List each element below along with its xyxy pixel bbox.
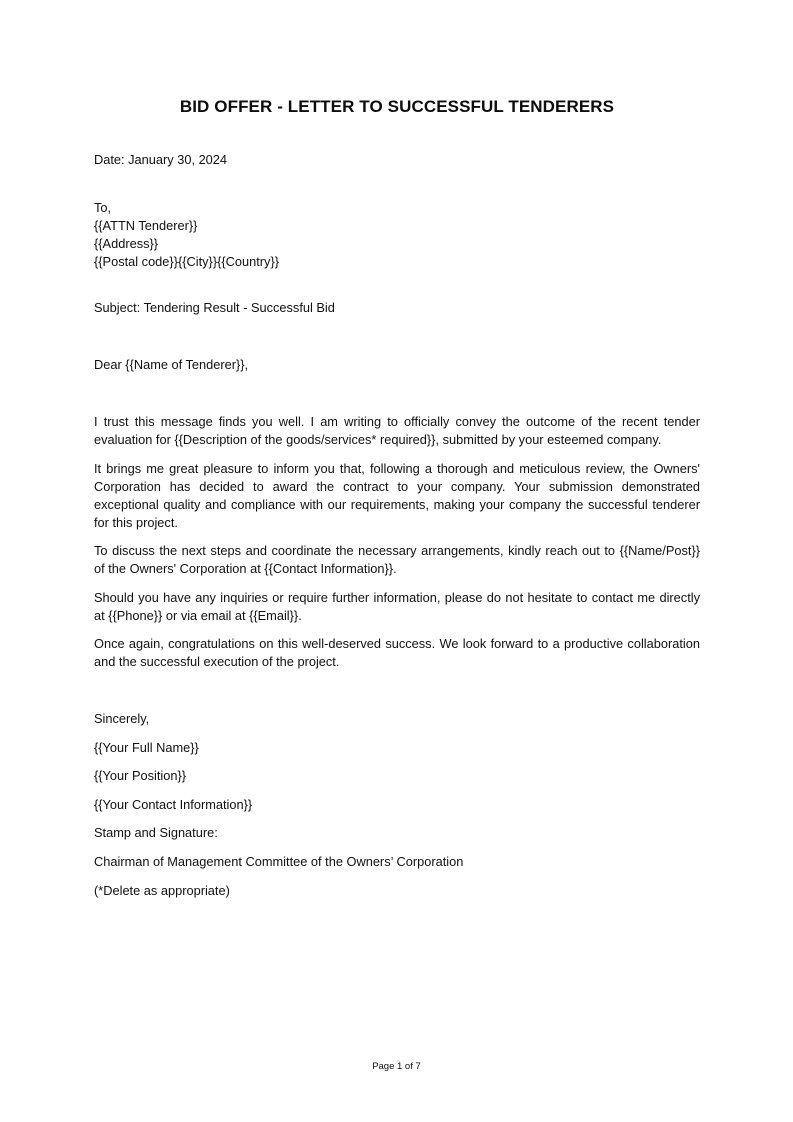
closing-full-name: {{Your Full Name}} — [94, 740, 199, 755]
date-line: Date: January 30, 2024 — [94, 152, 228, 167]
address-attn: {{ATTN Tenderer}} — [94, 218, 198, 233]
address-postal-city-country: {{Postal code}}{{City}}{{Country}} — [94, 254, 280, 269]
address-street: {{Address}} — [94, 236, 159, 251]
salutation: Dear {{Name of Tenderer}}, — [94, 357, 249, 372]
delete-note: (*Delete as appropriate) — [94, 883, 230, 898]
paragraph-congratulations: Once again, congratulations on this well-deserved success. We look forward to a productive collaboration and the successful execution of the project. — [94, 636, 700, 669]
document-title: BID OFFER - LETTER TO SUCCESSFUL TENDERERS — [179, 97, 615, 116]
closing-sincerely: Sincerely, — [94, 711, 150, 726]
paragraph-inquiries: Should you have any inquiries or require further information, please do not hesitate to contact me directly at {{Phone}} or via email at {{Email}}. — [94, 590, 700, 623]
chairman-line: Chairman of Management Committee of the Owners’ Corporation — [94, 854, 464, 869]
paragraph-award: It brings me great pleasure to inform you that, following a thorough and meticulous review, the Owners' Corporation has decided to award the contract to your company. Your submission demonstrated exceptional quality and compliance with our requirements, making your company the successful tenderer for this project. — [94, 461, 700, 530]
subject-line: Subject: Tendering Result - Successful Bid — [94, 300, 335, 315]
page-number-footer: Page 1 of 7 — [372, 1061, 421, 1072]
closing-position: {{Your Position}} — [94, 768, 187, 783]
paragraph-next-steps: To discuss the next steps and coordinate the necessary arrangements, kindly reach out to {{Name/Post}} of the Owners' Corporation at {{Contact Information}}. — [94, 543, 700, 576]
paragraph-intro: I trust this message finds you well. I am writing to officially convey the outcome of the recent tender evaluation for {{Description of the goods/services* required}}, submitted by your esteemed company. — [94, 414, 700, 447]
address-to: To, — [94, 200, 112, 215]
closing-contact-info: {{Your Contact Information}} — [94, 797, 253, 812]
stamp-signature-label: Stamp and Signature: — [94, 825, 218, 840]
